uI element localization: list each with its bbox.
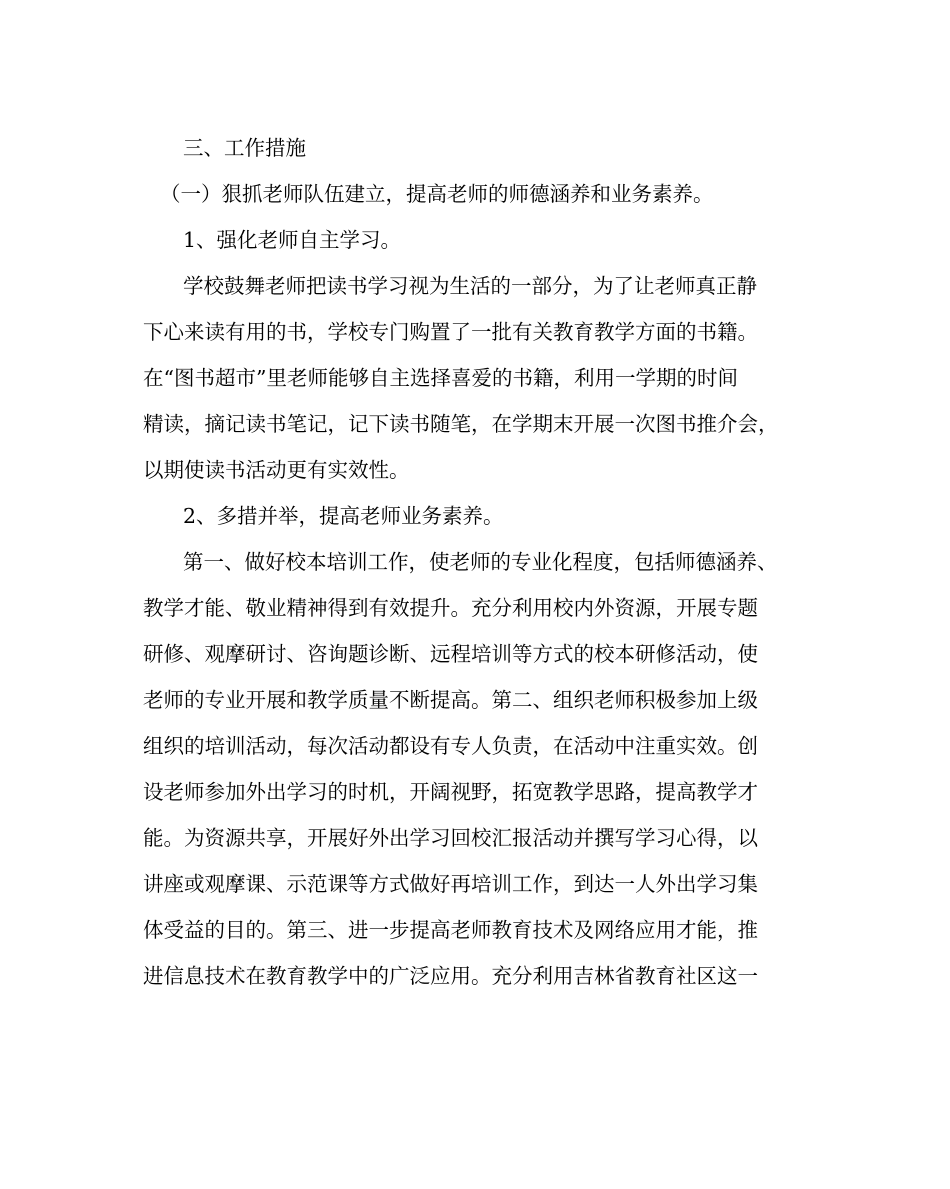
paragraph-line: 第一、做好校本培训工作，使老师的专业化程度，包括师德涵养、 (183, 550, 778, 574)
paragraph-line: 精读，摘记读书笔记，记下读书随笔，在学期末开展一次图书推介会， (143, 412, 779, 436)
paragraph-line: 组织的培训活动，每次活动都设有专人负责，在活动中注重实效。创 (143, 734, 758, 758)
paragraph-line: 下心来读有用的书，学校专门购置了一批有关教育教学方面的书籍。 (143, 320, 758, 344)
paragraph-line: 老师的专业开展和教学质量不断提高。第二、组织老师积极参加上级 (143, 688, 758, 712)
subsection-heading: （一）狠抓老师队伍建立，提高老师的师德涵养和业务素养。 (160, 182, 714, 206)
paragraph-line: 体受益的目的。第三、进一步提高老师教育技术及网络应用才能，推 (143, 918, 758, 942)
paragraph-line: 以期使读书活动更有实效性。 (143, 458, 410, 482)
paragraph-line: 能。为资源共享，开展好外出学习回校汇报活动并撰写学习心得，以 (143, 826, 758, 850)
paragraph-line: 研修、观摩研讨、咨询题诊断、远程培训等方式的校本研修活动，使 (143, 642, 758, 666)
item-heading: 1、强化老师自主学习。 (183, 228, 402, 252)
paragraph-line: 学校鼓舞老师把读书学习视为生活的一部分，为了让老师真正静 (183, 274, 757, 298)
paragraph-line: 教学才能、敬业精神得到有效提升。充分利用校内外资源，开展专题 (143, 596, 758, 620)
paragraph-line: 在“图书超市”里老师能够自主选择喜爱的书籍，利用一学期的时间 (143, 366, 738, 390)
paragraph-line: 讲座或观摩课、示范课等方式做好再培训工作，到达一人外出学习集 (143, 872, 758, 896)
section-heading: 三、工作措施 (183, 136, 306, 160)
item-heading: 2、多措并举，提高老师业务素养。 (183, 504, 504, 528)
paragraph-line: 进信息技术在教育教学中的广泛应用。充分利用吉林省教育社区这一 (143, 964, 758, 988)
paragraph-line: 设老师参加外出学习的时机，开阔视野，拓宽教学思路，提高教学才 (143, 780, 758, 804)
